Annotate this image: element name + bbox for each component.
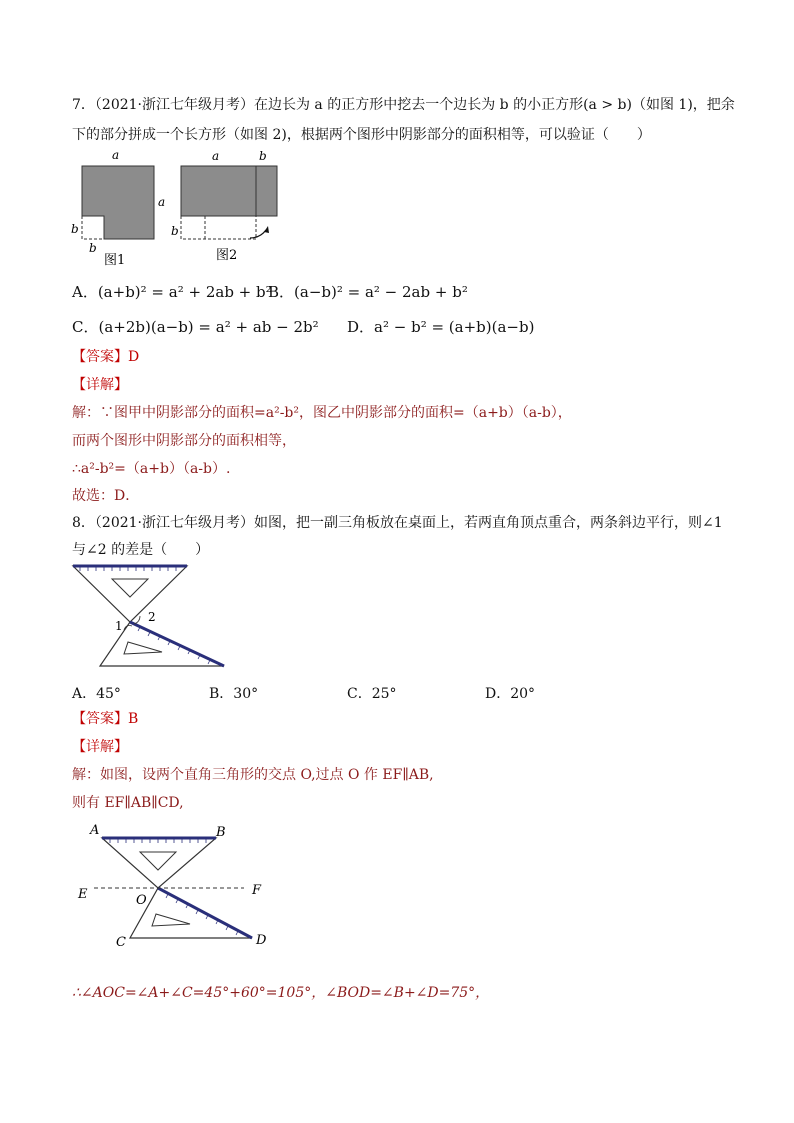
q7-solution-3: ∴a²-b²=（a+b）（a-b）. — [72, 461, 231, 477]
label-bottom: b — [89, 241, 97, 255]
shaded-rectangle — [181, 166, 277, 216]
q8-stem-line2: 与∠2 的差是（ ） — [72, 542, 210, 558]
q8-detail-label: 【详解】 — [72, 739, 128, 755]
label-a: A — [90, 823, 100, 838]
q8-option-a: A．45° — [72, 686, 121, 702]
q8-option-d: D．20° — [485, 686, 536, 702]
q8-figure — [70, 562, 230, 670]
q7-figure-1 — [66, 146, 166, 272]
arrow-icon — [250, 230, 266, 238]
angle-1-label: 1 — [115, 619, 123, 633]
q8-option-c: C．25° — [347, 686, 397, 702]
label-f: F — [252, 883, 262, 898]
label-e: E — [78, 887, 88, 902]
q7-answer: 【答案】D — [72, 349, 140, 365]
shaded-region — [82, 166, 154, 239]
label-left: b — [171, 224, 179, 238]
q7-solution-2: 而两个图形中阴影部分的面积相等， — [72, 433, 296, 449]
fig2-caption: 图2 — [216, 248, 238, 263]
q7-option-a: A．(a+b)² = a² + 2ab + b² — [72, 283, 272, 301]
q8-stem-line1: 8．（2021·浙江七年级月考）如图，把一副三角板放在桌面上，若两直角顶点重合，两条斜边平行，则∠1 — [72, 515, 723, 531]
q8-solution-1: 解：如图，设两个直角三角形的交点 O,过点 O 作 EF∥AB, — [72, 767, 434, 783]
fig1-caption: 图1 — [104, 253, 126, 268]
top-set-square — [73, 566, 187, 622]
label-top: a — [112, 148, 120, 162]
label-b: B — [216, 825, 226, 840]
label-c: C — [116, 935, 126, 950]
angle-2-label: 2 — [148, 610, 156, 624]
q7-option-b: B．(a−b)² = a² − 2ab + b² — [268, 283, 468, 301]
q8-labelled-figure — [74, 818, 284, 954]
q7-option-c: C．(a+2b)(a−b) = a² + ab − 2b² — [72, 318, 319, 336]
q8-solution-2: 则有 EF∥AB∥CD, — [72, 795, 184, 811]
label-left: b — [71, 222, 79, 236]
q7-figure-2 — [168, 146, 288, 272]
q7-solution-1: 解：∵图甲中阴影部分的面积=a²-b²，图乙中阴影部分的面积=（a+b）（a-b）， — [72, 405, 572, 421]
label-d: D — [256, 933, 267, 948]
q7-stem-line2: 下的部分拼成一个长方形（如图 2)，根据两个图形中阴影部分的面积相等，可以验证（ ） — [72, 127, 651, 143]
q8-answer: 【答案】B — [72, 711, 139, 727]
q8-option-b: B．30° — [209, 686, 259, 702]
q7-option-d: D．a² − b² = (a+b)(a−b) — [347, 318, 535, 336]
q7-solution-4: 故选：D． — [72, 488, 140, 504]
q8-solution-3: ∴∠AOC=∠A+∠C=45°+60°=105°，∠BOD=∠B+∠D=75°， — [72, 985, 490, 1001]
label-a: a — [212, 149, 220, 163]
label-o: O — [136, 893, 147, 908]
q7-stem-line1: 7．（2021·浙江七年级月考）在边长为 a 的正方形中挖去一个边长为 b 的小正方形(a > b)（如图 1)，把余 — [72, 97, 735, 113]
label-right: a — [158, 195, 166, 209]
q7-detail-label: 【详解】 — [72, 377, 128, 393]
label-b: b — [259, 149, 267, 163]
